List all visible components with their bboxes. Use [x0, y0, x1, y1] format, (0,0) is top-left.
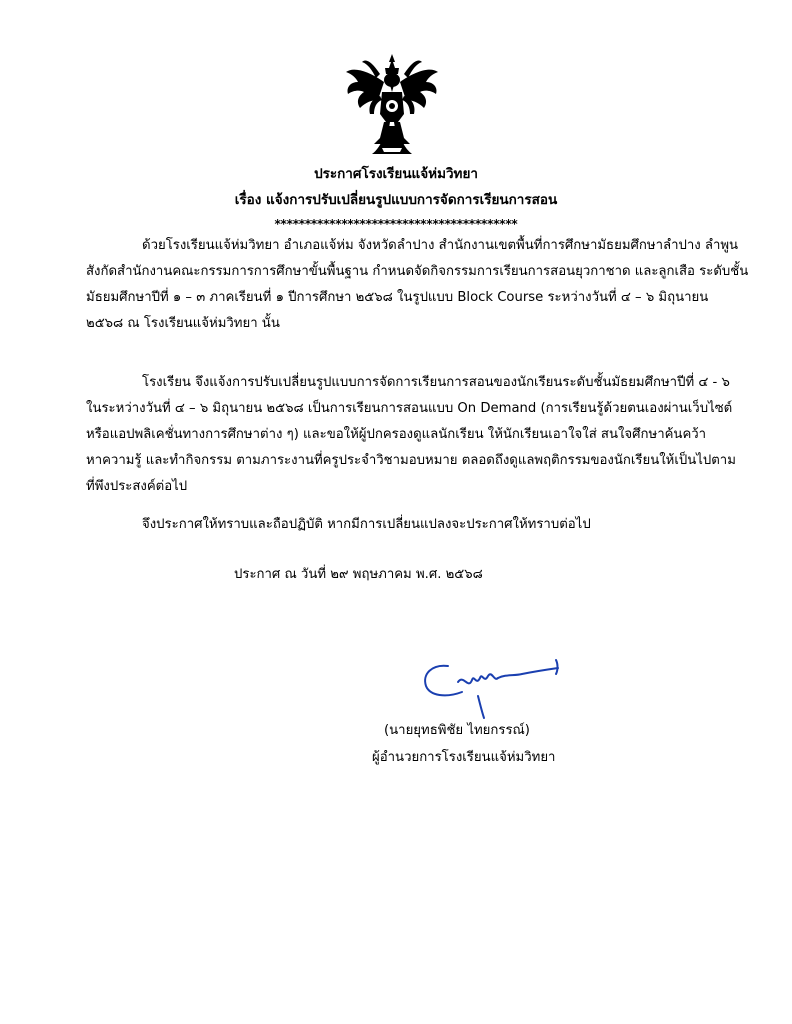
paragraph-line: ที่พึงประสงค์ต่อไป: [86, 479, 188, 494]
paragraph-line: ด้วยโรงเรียนแจ้ห่มวิทยา อำเภอแจ้ห่ม จังหวัดลำปาง สำนักงานเขตพื้นที่การศึกษามัธยมศึกษาลำปาง ลำพูน: [142, 238, 739, 253]
garuda-emblem-icon: [340, 52, 444, 156]
paragraph-closing: [86, 512, 736, 538]
announcement-title: ประกาศโรงเรียนแจ้ห่มวิทยา: [314, 166, 478, 182]
signer-position: ผู้อำนวยการโรงเรียนแจ้ห่มวิทยา: [372, 750, 556, 765]
paragraph-background: [86, 233, 749, 337]
paragraph-line: จึงประกาศให้ทราบและถือปฏิบัติ หากมีการเปลี่ยนแปลงจะประกาศให้ทราบต่อไป: [142, 517, 591, 532]
paragraph-line: ๒๕๖๘ ณ โรงเรียนแจ้ห่มวิทยา นั้น: [86, 316, 280, 331]
signer-name: (นายยุทธพิชัย ไทยกรรณ์): [384, 723, 530, 738]
paragraph-line: หรือแอปพลิเคชั่นทางการศึกษาต่าง ๆ) และขอให้ผู้ปกครองดูแลนักเรียน ให้นักเรียนเอาใจใส่ สนใจศึกษาค้นคว้า: [86, 427, 707, 442]
paragraph-line: สังกัดสำนักงานคณะกรรมการการศึกษาขั้นพื้นฐาน กำหนดจัดกิจกรรมการเรียนการสอนยุวกาชาด และลูกเสือ ระดับชั้น: [86, 264, 749, 279]
announce-date: ประกาศ ณ วันที่ ๒๙ พฤษภาคม พ.ศ. ๒๕๖๘: [234, 567, 483, 582]
paragraph-line: มัธยมศึกษาปีที่ ๑ – ๓ ภาคเรียนที่ ๑ ปีการศึกษา ๒๕๖๘ ในรูปแบบ Block Course ระหว่างวันที่ ๔ – ๖ มิถุนายน: [86, 290, 709, 305]
announcement-subject: เรื่อง แจ้งการปรับเปลี่ยนรูปแบบการจัดการเรียนการสอน: [234, 192, 558, 208]
paragraph-line: โรงเรียน จึงแจ้งการปรับเปลี่ยนรูปแบบการจัดการเรียนการสอนของนักเรียนระดับชั้นมัธยมศึกษาปีที่ ๔ - ๖: [142, 375, 730, 390]
paragraph-line: หาความรู้ และทำกิจกรรม ตามภาระงานที่ครูประจำวิชามอบหมาย ตลอดถึงดูแลพฤติกรรมของนักเรียนให้เป็นไปตาม: [86, 453, 736, 468]
handwritten-signature: [418, 656, 568, 724]
paragraph-line: ในระหว่างวันที่ ๔ – ๖ มิถุนายน ๒๕๖๘ เป็นการเรียนการสอนแบบ On Demand (การเรียนรู้ด้วยตนเองผ่านเว็บไซต์: [86, 401, 733, 416]
separator-line: ****************************************: [274, 217, 518, 231]
paragraph-notice: [86, 370, 736, 500]
